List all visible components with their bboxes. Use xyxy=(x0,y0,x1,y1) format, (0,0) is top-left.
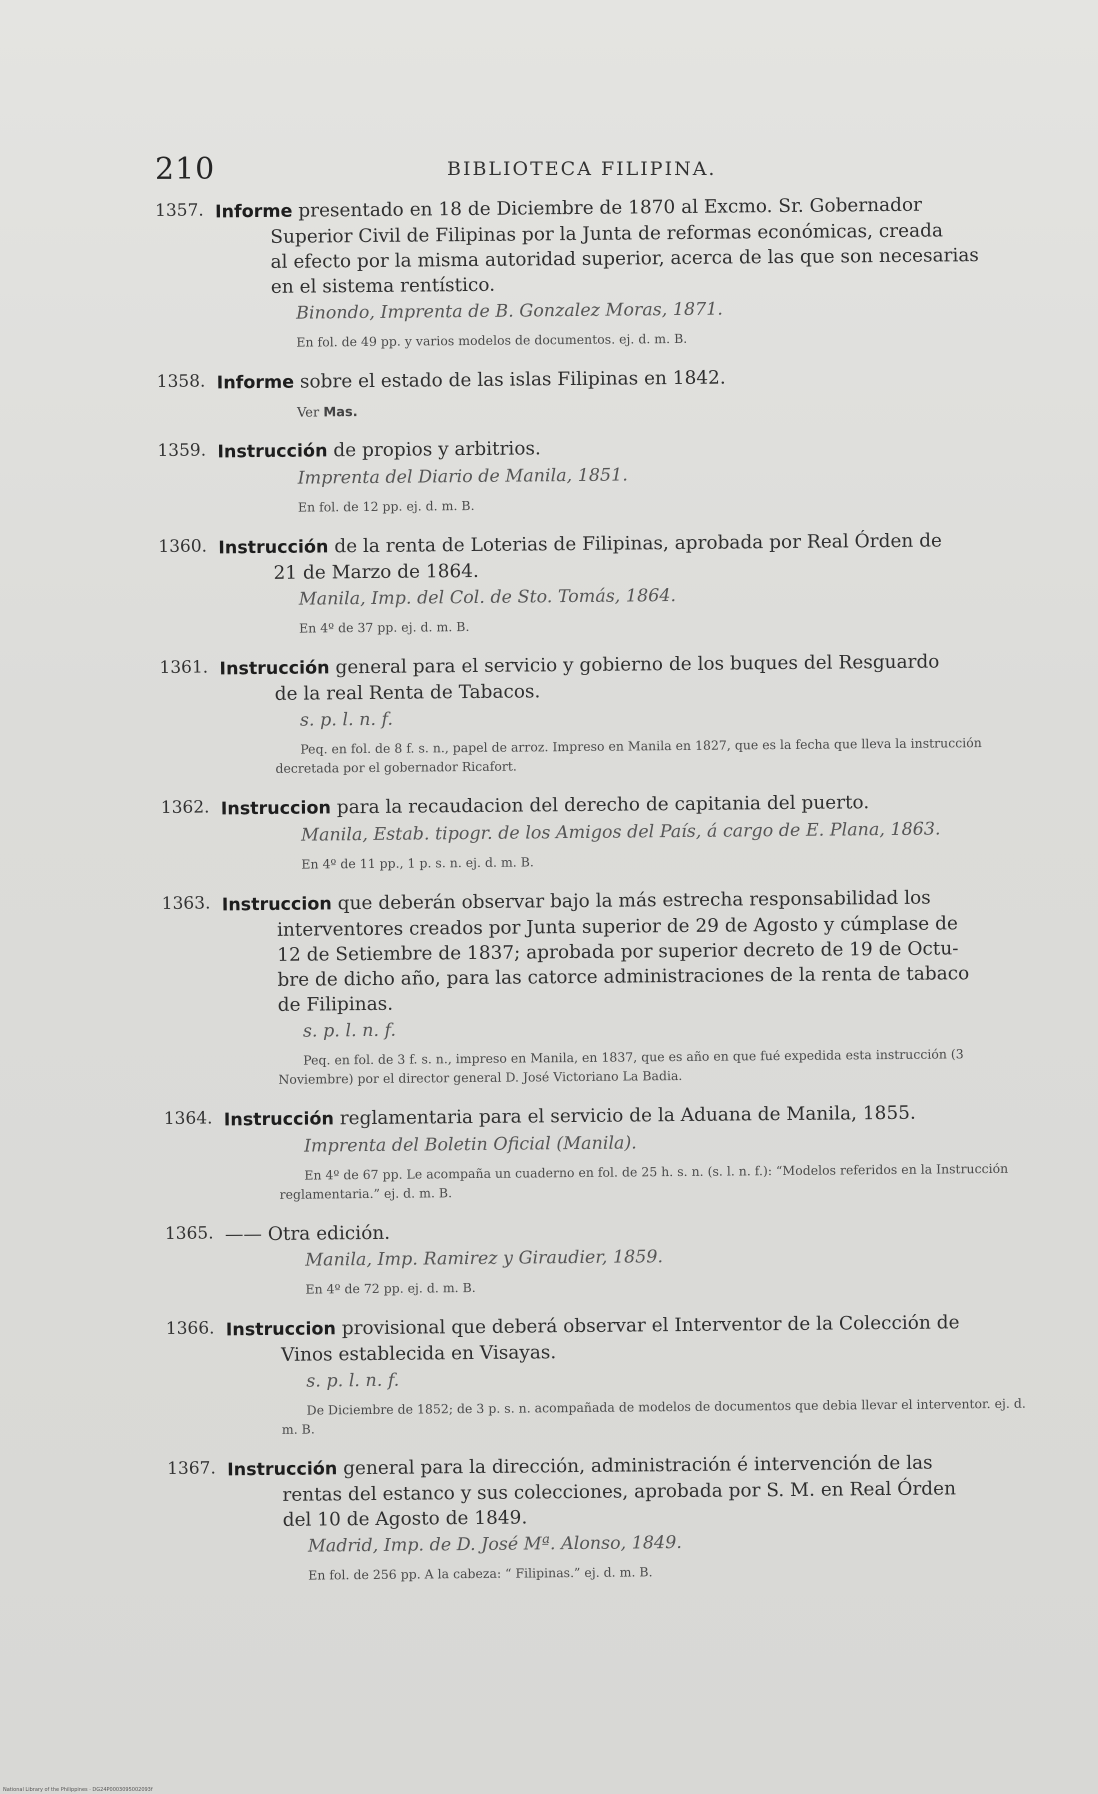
entry-note: En 4º de 37 pp. ej. d. m. B. xyxy=(299,619,470,636)
entry-note: De Diciembre de 1852; de 3 p. s. n. acompañada de modelos de documentos que debia llevar el interventor. ej. d. m. B. xyxy=(281,1395,1026,1437)
entry-number: 1367. xyxy=(167,1458,216,1479)
entry-lead-text: para la recaudacion del derecho de capitania del puerto. xyxy=(330,792,870,819)
entry-keyword: Instruccion xyxy=(225,1319,337,1341)
catalog-entry xyxy=(162,885,1034,1090)
entry-number: 1360. xyxy=(158,536,208,557)
entry-continuation-line: bre de dicho año, para las catorce administraciones de la renta de tabaco xyxy=(277,963,970,991)
entry-imprint: s. p. l. n. f. xyxy=(299,709,394,731)
entry-imprint: Imprenta del Diario de Manila, 1851. xyxy=(297,465,628,489)
entry-imprint: s. p. l. n. f. xyxy=(302,1020,397,1042)
catalog-entries xyxy=(155,192,1038,1604)
entry-lead-text: reglamentaria para el servicio de la Aduana de Manila, 1855. xyxy=(333,1102,916,1130)
scan-footer: National Library of the Philippines · DG24P0003095002093f xyxy=(3,1787,153,1793)
catalog-entry xyxy=(157,432,1028,518)
entry-note: Peq. en fol. de 8 f. s. n., papel de arroz. Impreso en Manila en 1827, que es la fecha que lleva la instrucción decretada por el gobernador Ricafort. xyxy=(275,735,982,776)
page-number: 210 xyxy=(155,152,216,187)
entry-lead-text: provisional que deberá observar el Interventor de la Colección de xyxy=(335,1312,960,1340)
entry-continuation-line: de la real Renta de Tabacos. xyxy=(274,681,541,705)
entry-continuation-line: interventores creados por Junta superior de 29 de Agosto y cúmplase de xyxy=(276,913,958,941)
entry-imprint: Madrid, Imp. de D. José Mª. Alonso, 1849. xyxy=(307,1533,682,1557)
catalog-entry xyxy=(167,1450,1038,1586)
entry-note: En fol. de 256 pp. A la cabeza: “ Filipinas.” ej. d. m. B. xyxy=(308,1564,653,1583)
entry-note: En 4º de 11 pp., 1 p. s. n. ej. d. m. B. xyxy=(301,854,534,872)
entry-lead-text: —— Otra edición. xyxy=(224,1222,391,1246)
entry-lead-text: sobre el estado de las islas Filipinas en 1842. xyxy=(293,367,726,393)
entry-number: 1358. xyxy=(156,371,206,392)
entry-heading xyxy=(217,363,1027,397)
entry-continuation-line: 21 de Marzo de 1864. xyxy=(273,560,479,584)
catalog-entry xyxy=(164,1100,1035,1205)
entry-imprint: Manila, Imp. del Col. de Sto. Tomás, 1864. xyxy=(298,586,677,610)
entry-lead-text: presentado en 18 de Diciembre de 1870 al Excmo. Sr. Gobernador xyxy=(292,194,923,222)
entry-keyword: Instrucción xyxy=(218,537,329,559)
entry-lead-text: que deberán observar bajo la más estrecha responsabilidad los xyxy=(331,887,931,915)
catalog-entry xyxy=(165,1215,1036,1300)
entry-number: 1365. xyxy=(164,1223,214,1244)
entry-lead-text: de propios y arbitrios. xyxy=(327,438,541,462)
entry-lead-text: general para la dirección, administración é intervención de las xyxy=(337,1452,933,1480)
catalog-entry xyxy=(155,192,1026,353)
entry-keyword: Instrucción xyxy=(217,441,328,463)
entry-number: 1361. xyxy=(159,657,209,678)
see-label: Ver xyxy=(296,405,320,421)
entry-continuation-line: del 10 de Agosto de 1849. xyxy=(282,1507,528,1531)
entry-imprint: Manila, Estab. tipogr. de los Amigos del País, á cargo de E. Plana, 1863. xyxy=(301,819,941,846)
entry-note: En 4º de 67 pp. Le acompaña un cuaderno en fol. de 25 h. s. n. (s. l. n. f.): “Modelos referidos en la Instrucción reglamentaria.” ej. d. m. B. xyxy=(279,1160,1009,1202)
entry-number: 1359. xyxy=(157,440,207,461)
catalog-entry xyxy=(157,363,1027,422)
cross-reference xyxy=(217,399,1027,422)
entry-number: 1364. xyxy=(163,1108,213,1129)
entry-note: En 4º de 72 pp. ej. d. m. B. xyxy=(305,1279,476,1297)
catalog-entry xyxy=(166,1310,1037,1440)
entry-keyword: Instrucción xyxy=(219,658,330,680)
entry-lead-text: general para el servicio y gobierno de los buques del Resguardo xyxy=(329,651,940,679)
entry-keyword: Instrucción xyxy=(227,1459,338,1481)
entry-number: 1357. xyxy=(155,200,204,221)
entry-note: En fol. de 12 pp. ej. d. m. B. xyxy=(297,497,475,515)
entry-imprint: Binondo, Imprenta de B. Gonzalez Moras, 1871. xyxy=(296,299,724,324)
entry-continuation-line: 12 de Setiembre de 1837; aprobada por superior decreto de 19 de Octu- xyxy=(277,938,959,966)
entry-continuation-line: Vinos establecida en Visayas. xyxy=(280,1342,557,1366)
entry-keyword: Instruccion xyxy=(221,894,332,916)
catalog-entry xyxy=(158,528,1029,639)
entry-continuation-line: rentas del estanco y sus colecciones, aprobada por S. M. en Real Órden xyxy=(282,1478,957,1506)
catalog-entry xyxy=(161,789,1032,875)
entry-continuation-line: en el sistema rentístico. xyxy=(270,274,496,298)
entry-continuation-line: al efecto por la misma autoridad superior, acerca de las que son necesarias xyxy=(270,245,979,273)
see-target: Mas. xyxy=(323,405,358,421)
entry-number: 1362. xyxy=(160,797,210,818)
entry-note: Peq. en fol. de 3 f. s. n., impreso en Manila, en 1837, que es año en que fué expedida esta instrucción (3 Noviembre) por el director general D. José Victoriano La Badia. xyxy=(278,1046,964,1087)
entry-lead-text: de la renta de Loterias de Filipinas, aprobada por Real Órden de xyxy=(328,530,943,558)
entry-number: 1366. xyxy=(165,1318,215,1339)
entry-keyword: Instrucción xyxy=(223,1109,335,1131)
entry-continuation-line: Superior Civil de Filipinas por la Junta de reformas económicas, creada xyxy=(270,220,944,248)
entry-keyword: Informe xyxy=(216,372,295,394)
entry-keyword: Informe xyxy=(215,201,293,223)
entry-imprint: Manila, Imp. Ramirez y Giraudier, 1859. xyxy=(305,1247,664,1271)
entry-number: 1363. xyxy=(161,893,211,914)
entry-note: En fol. de 49 pp. y varios modelos de documentos. ej. d. m. B. xyxy=(296,330,688,350)
entry-keyword: Instruccion xyxy=(220,798,332,820)
running-title: BIBLIOTECA FILIPINA. xyxy=(447,158,717,180)
entry-imprint: Imprenta del Boletin Oficial (Manila). xyxy=(303,1133,637,1157)
catalog-entry xyxy=(159,649,1030,779)
entry-continuation-line: de Filipinas. xyxy=(277,993,394,1016)
entry-imprint: s. p. l. n. f. xyxy=(306,1370,400,1392)
